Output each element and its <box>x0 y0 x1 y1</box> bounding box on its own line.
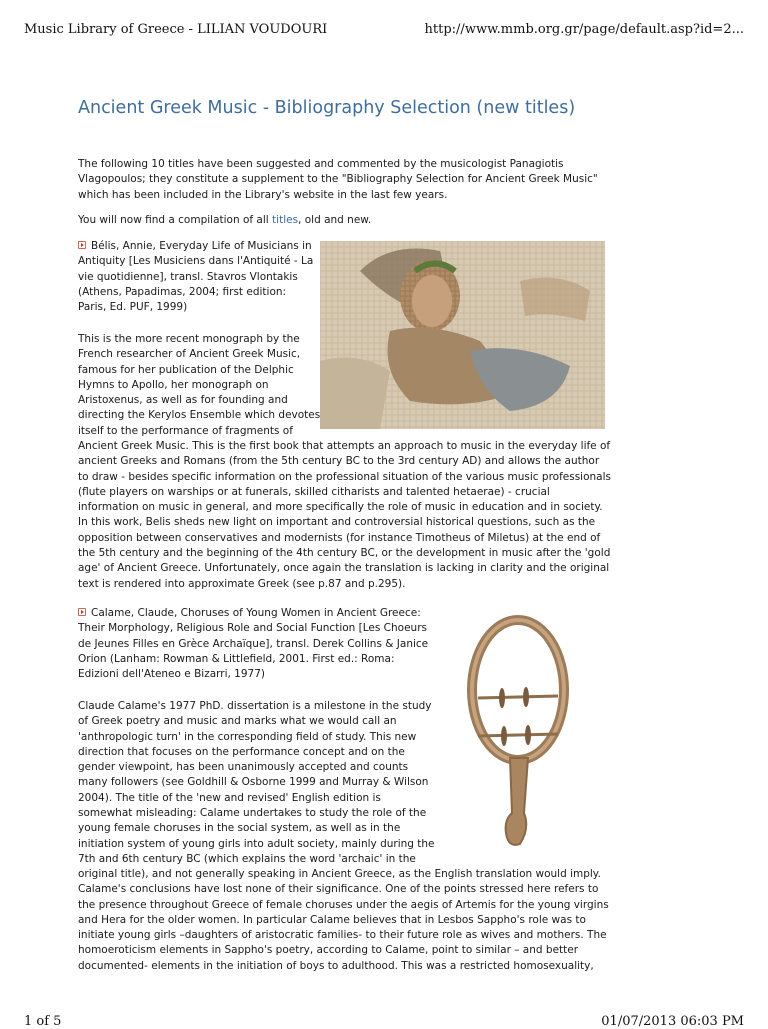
body-line: famous for her publication of the Delphic <box>78 363 294 376</box>
body-line: age' of Ancient Greece. Unfortunately, once again the translation is lacking in clarity and the original <box>78 562 610 575</box>
body-line: direction that focuses on the performance concept and on the <box>78 745 405 758</box>
citation-line: Their Morphology, Religious Role and Social Function [Les Choeurs <box>78 622 427 635</box>
body-line: directing the Kerylos Ensemble which devotes <box>78 409 321 422</box>
print-timestamp: 01/07/2013 06:03 PM <box>601 1014 744 1029</box>
citation-line: Antiquity [Les Musiciens dans l'Antiquité - La <box>78 255 314 268</box>
citation-line: de Jeunes Filles en Grèce Archaïque], transl. Derek Collins & Janice <box>78 637 429 650</box>
body-line: information on music in general, and more specifically the role of music in education and in society. <box>78 501 603 514</box>
intro-paragraph <box>78 157 608 203</box>
body-line: the 5th century and the beginning of the 4th century BC, or the development in music after the 'gold <box>78 547 611 560</box>
body-line: Aristoxenus, as well as for founding and <box>78 394 288 407</box>
body-line: initiation system of young girls into adult society, mainly during the <box>78 837 435 850</box>
body-line: original title), and not generally speaking in Ancient Greece, as the English translation would imply. <box>78 868 601 880</box>
intro-line: The following 10 titles have been suggested and commented by the musicologist Panagiotis <box>78 158 564 170</box>
sistrum-image <box>440 608 605 860</box>
print-header <box>24 22 744 37</box>
compilation-paragraph <box>78 213 608 228</box>
entry1-body-wide <box>78 439 618 592</box>
body-line: gender viewpoint, has been unanimously accepted and counts <box>78 761 409 774</box>
body-line: ancient Greeks and Romans (from the 5th century BC to the 3rd century AD) and allows the author <box>78 455 600 468</box>
body-line: (flute players on warships or at funerals, skilled citharists and talented hetaerae) - crucial <box>78 485 550 498</box>
header-page-title: Music Library of Greece - LILIAN VOUDOURI <box>24 22 328 37</box>
page-title: Ancient Greek Music - Bibliography Selection (new titles) <box>78 98 576 118</box>
compilation-text-before: You will now find a compilation of all <box>78 214 273 226</box>
body-line: to draw - besides specific information on the professional situation of the various music professionals <box>78 470 611 483</box>
body-line: Hymns to Apollo, her monograph on <box>78 378 269 391</box>
body-line: and Hera for the older women. In particular Calame believes that in Lesbos Sappho's role was to <box>78 913 586 926</box>
bullet-arrow-icon <box>78 241 86 249</box>
citation-line: vie quotidienne], transl. Stavros Vlontakis <box>78 270 298 283</box>
body-line: This is the more recent monograph by the <box>78 333 300 345</box>
page-counter: 1 of 5 <box>24 1014 62 1029</box>
body-line: Ancient Greek Music. This is the first book that attempts an approach to music in the everyday life of <box>78 440 611 452</box>
entry2-body-narrow <box>78 699 438 867</box>
citation-line: Paris, Ed. PUF, 1999) <box>78 301 188 314</box>
body-line: Calame's conclusions have lost none of their significance. One of the points stressed here refers to <box>78 883 599 896</box>
citation-line: Calame, Claude, Choruses of Young Women in Ancient Greece: <box>91 607 421 619</box>
body-line: of Greek poetry and music and marks what we would call an <box>78 715 397 728</box>
intro-line: which has been included in the Library's website in the last few years. <box>78 188 448 201</box>
body-line: somewhat misleading: Calame undertakes to study the role of the <box>78 807 427 820</box>
mosaic-image <box>320 241 605 429</box>
body-line: many followers (see Goldhill & Osborne 1999 and Murray & Wilson <box>78 776 429 789</box>
body-line: text is rendered into approximate Greek (see p.87 and p.295). <box>78 577 406 590</box>
compilation-text-after: , old and new. <box>298 214 372 226</box>
body-line: Claude Calame's 1977 PhD. dissertation is a milestone in the study <box>78 700 432 712</box>
body-line: 7th and 6th century BC (which explains the word 'archaic' in the <box>78 852 416 865</box>
citation-line: Orion (Lanham: Rowman & Littlefield, 2001. First ed.: Roma: <box>78 652 395 665</box>
body-line: initiate young girls –daughters of aristocratic families- to their future role as wives and mothers. The <box>78 929 607 942</box>
body-line: opposition between conservatives and modernists (for instance Timotheus of Miletus) at the end of <box>78 531 601 544</box>
entry1-body-narrow <box>78 332 321 439</box>
citation-line: Bélis, Annie, Everyday Life of Musicians in <box>91 240 312 252</box>
citation-line: (Athens, Papadimas, 2004; first edition: <box>78 285 287 298</box>
body-line: 'anthropologic turn' in the corresponding field of study. This new <box>78 730 417 743</box>
intro-line: Vlagopoulos; they constitute a supplement to the "Bibliography Selection for Ancient Greek Music" <box>78 173 598 186</box>
body-line: In this work, Belis sheds new light on important and controversial historical questions, such as the <box>78 516 596 529</box>
body-line: 2004). The title of the 'new and revised' English edition is <box>78 791 381 804</box>
entry2-citation <box>78 606 438 682</box>
header-url: http://www.mmb.org.gr/page/default.asp?id=2... <box>424 22 744 37</box>
body-line: the presence throughout Greece of female choruses under the aegis of Artemis for the young virgins <box>78 898 609 911</box>
body-line: homoeroticism elements in Sappho's poetry, according to Calame, point to similar – and better <box>78 944 579 957</box>
entry2-body-wide <box>78 867 618 974</box>
entry1-citation <box>78 239 318 315</box>
print-footer <box>24 1014 744 1029</box>
body-line: French researcher of Ancient Greek Music, <box>78 348 301 361</box>
bullet-arrow-icon <box>78 608 86 616</box>
citation-line: Edizioni dell'Ateneo e Bizarri, 1977) <box>78 668 266 681</box>
body-line: documented- elements in the initiation of boys to adulthood. This was a restricted homosexuality, <box>78 959 594 972</box>
body-line: itself to the performance of fragments of <box>78 424 293 437</box>
body-line: young female choruses in the social system, as well as in the <box>78 822 401 835</box>
titles-link[interactable]: titles <box>272 214 299 226</box>
